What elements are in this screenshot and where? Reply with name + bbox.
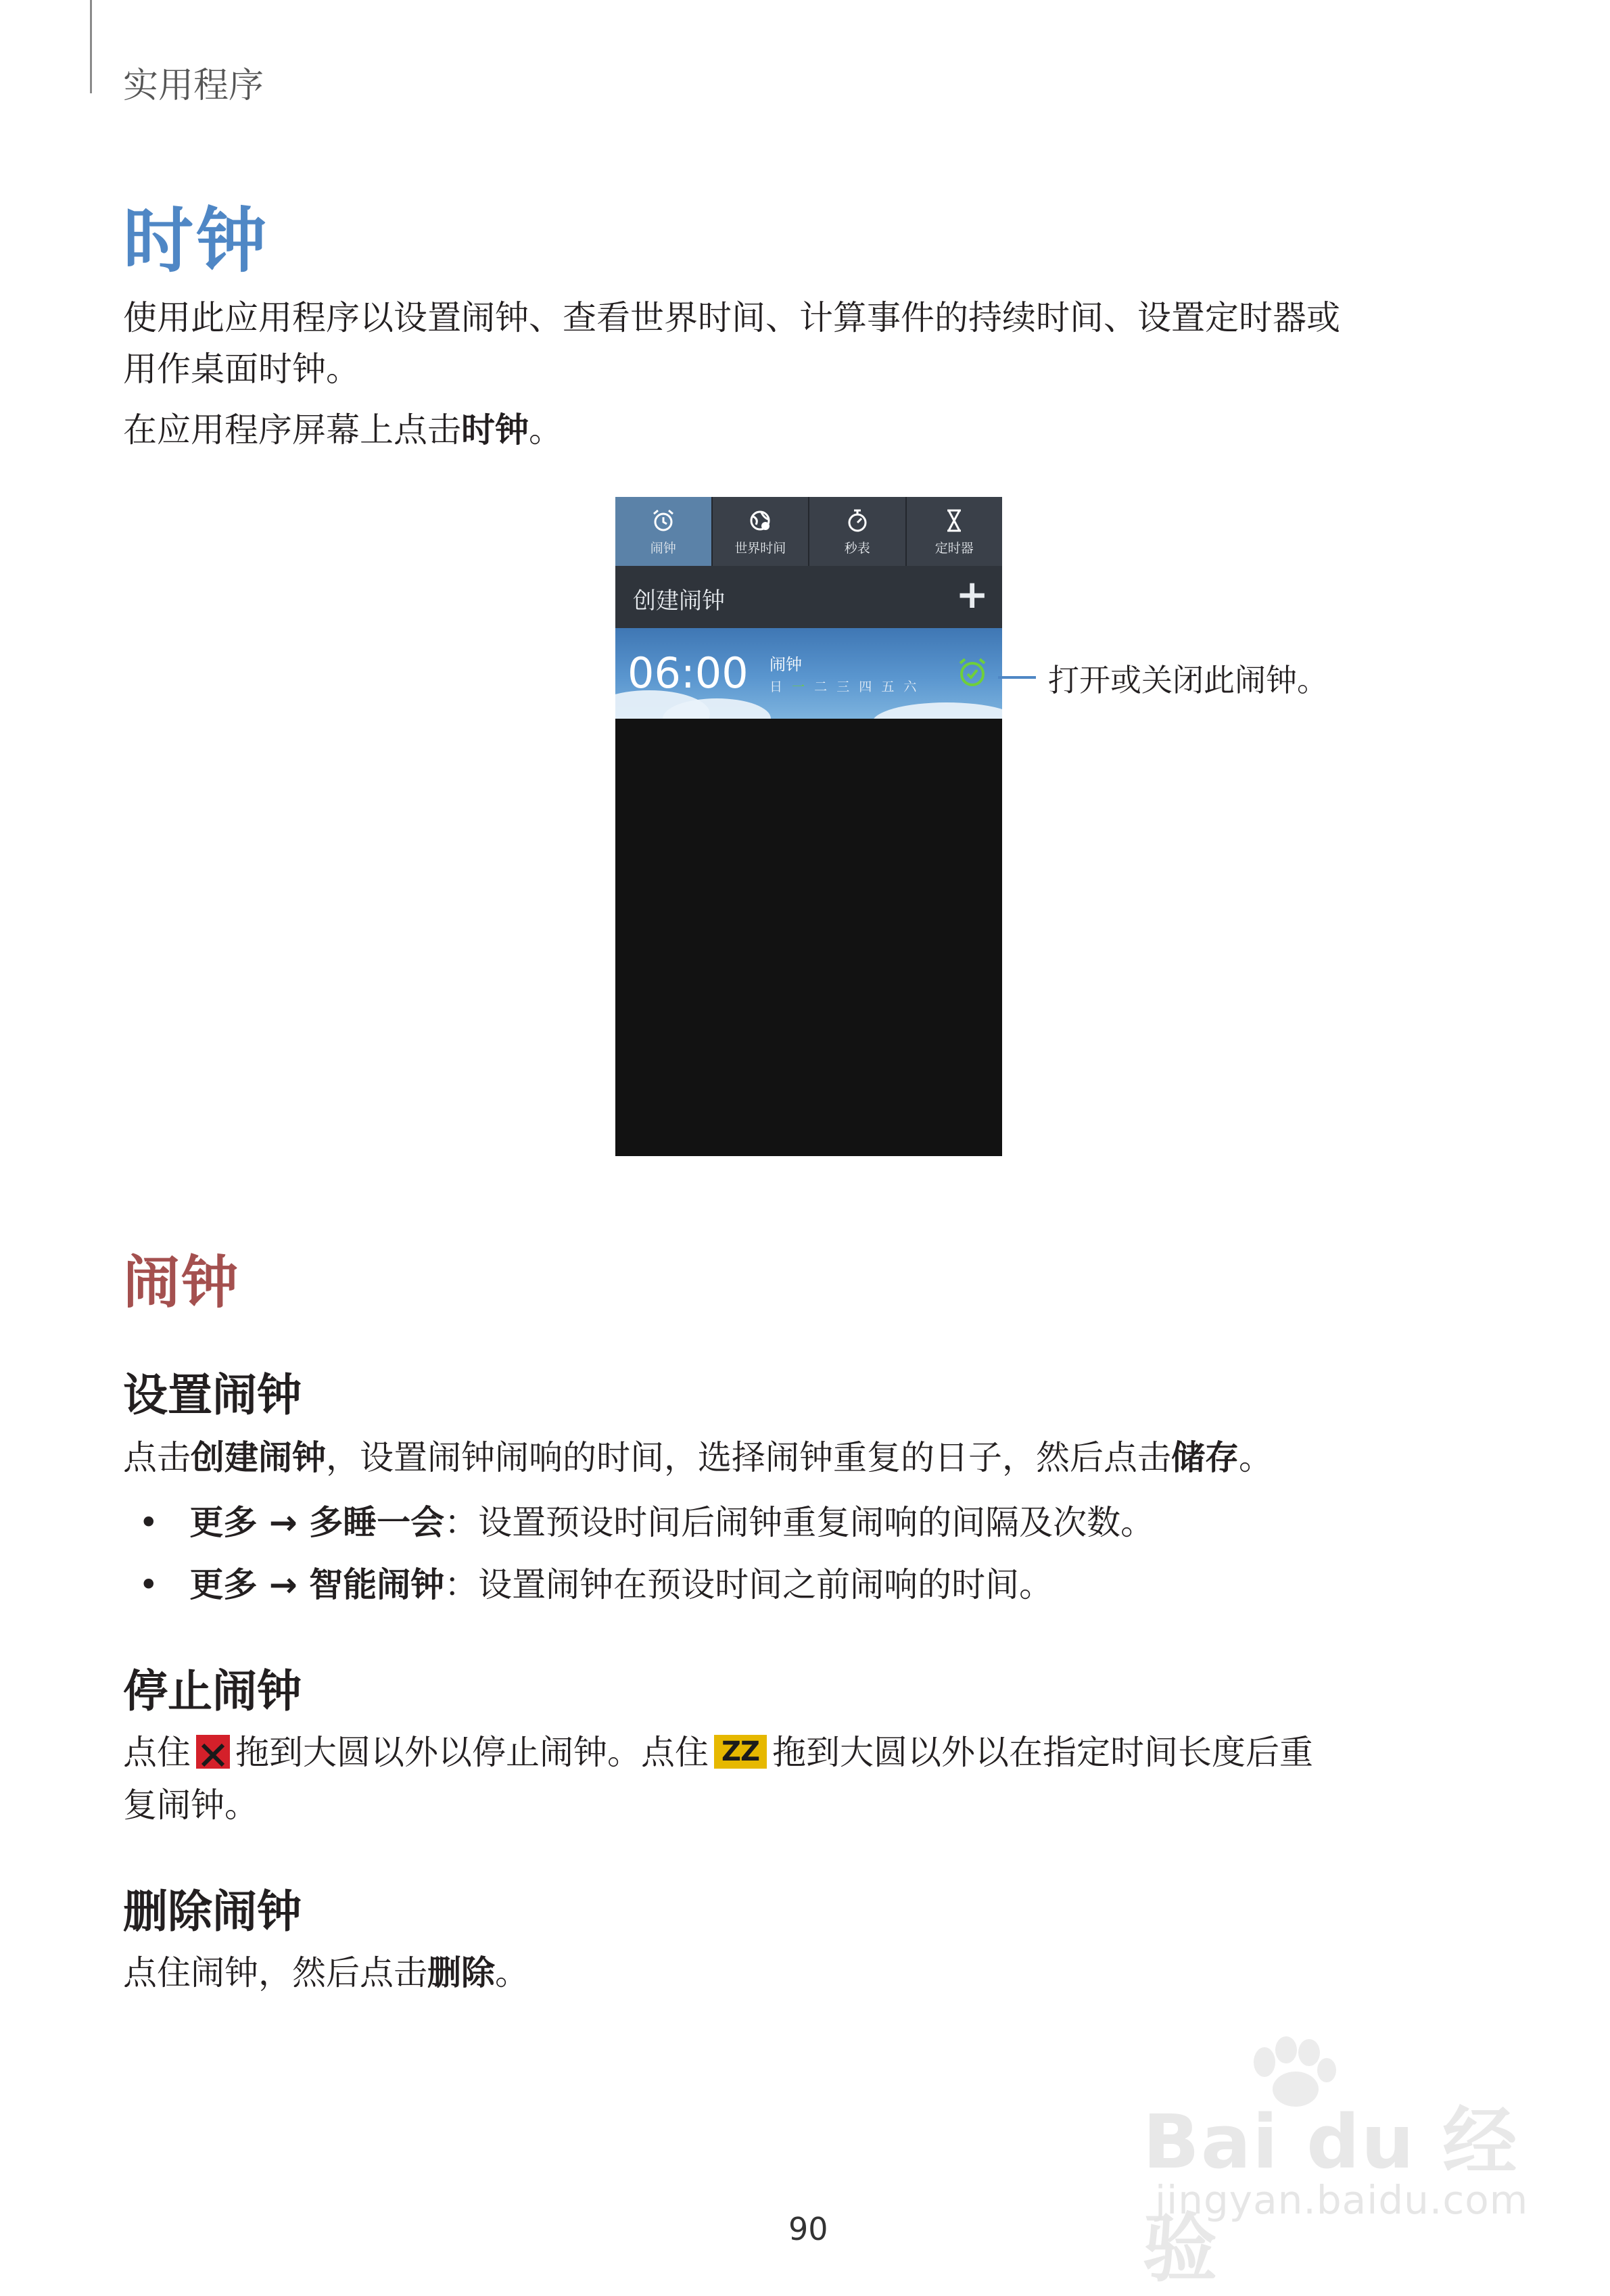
intro-line-3 (123, 404, 563, 456)
section-header: 实用程序 (123, 66, 264, 106)
day-sun: 日 (770, 679, 786, 694)
baidu-watermark (1143, 2035, 1529, 2292)
stop-alarm-line-2: 复闹钟。 (123, 1786, 258, 1825)
intro-text: 在应用程序屏幕上点击 (123, 410, 461, 450)
bold-delete: 删除 (427, 1953, 495, 1992)
create-alarm-bar[interactable] (615, 566, 1002, 628)
alarm-time: 06:00 (628, 648, 749, 698)
text: 拖到大圆以外以在指定时间长度后重 (772, 1733, 1313, 1772)
stopwatch-icon (844, 507, 871, 534)
cloud-decoration (872, 702, 1002, 719)
bullet-dot: • (139, 1503, 159, 1542)
bullet-item (139, 1497, 1154, 1548)
heading-delete-alarm: 删除闹钟 (123, 1886, 302, 1938)
text: 。 (495, 1953, 529, 1992)
alarm-repeat-days (770, 677, 919, 695)
set-alarm-paragraph (123, 1432, 1273, 1483)
day-tue: 二 (814, 679, 830, 694)
bullet-text: ：设置闹钟在预设时间之前闹响的时间。 (444, 1565, 1053, 1604)
tab-stopwatch[interactable] (809, 497, 907, 566)
text: ，设置闹钟闹响的时间，选择闹钟重复的日子，然后点击 (326, 1438, 1171, 1477)
day-sat: 六 (903, 679, 920, 694)
text: 点击 (123, 1438, 191, 1477)
intro-line-1: 使用此应用程序以设置闹钟、查看世界时间、计算事件的持续时间、设置定时器或 (123, 298, 1340, 337)
bullet-bold: 更多 → 智能闹钟 (189, 1565, 445, 1604)
stop-alarm-line-1 (123, 1727, 1313, 1778)
bold-create-alarm: 创建闹钟 (191, 1438, 326, 1477)
delete-alarm-paragraph (123, 1947, 529, 1999)
tab-label: 定时器 (934, 540, 974, 556)
watermark-brand: Bai du 经验 (1143, 2099, 1519, 2292)
hourglass-icon (941, 507, 968, 534)
header-rule (90, 0, 92, 93)
intro-line-2: 用作桌面时钟。 (123, 350, 360, 389)
heading-stop-alarm: 停止闹钟 (123, 1665, 302, 1717)
text: 。 (1239, 1438, 1273, 1477)
create-alarm-label: 创建闹钟 (633, 588, 725, 615)
bullet-bold: 更多 → 多睡一会 (189, 1503, 445, 1542)
day-mon: 一 (792, 679, 808, 694)
globe-icon (747, 507, 774, 534)
callout-line (998, 676, 1036, 679)
day-wed: 三 (836, 679, 853, 694)
add-alarm-button[interactable]: + (955, 571, 989, 617)
intro-period: 。 (529, 410, 563, 450)
intro-bold-clock: 时钟 (461, 410, 529, 450)
text: 拖到大圆以外以停止闹钟。点住 (235, 1733, 709, 1772)
empty-list-area (615, 719, 1002, 1156)
clock-app-screenshot (615, 497, 1002, 1156)
tab-label: 闹钟 (650, 540, 676, 556)
bullet-dot: • (139, 1565, 159, 1604)
tab-timer[interactable] (907, 497, 1003, 566)
snooze-zz-icon: ZZ (714, 1735, 767, 1769)
bold-save: 储存 (1171, 1438, 1239, 1477)
day-fri: 五 (881, 679, 897, 694)
tab-label: 世界时间 (734, 540, 786, 556)
clock-tab-bar (615, 497, 1002, 566)
x-glyph-icon (196, 1738, 230, 1772)
alarm-name: 闹钟 (770, 655, 802, 674)
callout-text: 打开或关闭此闹钟。 (1048, 662, 1328, 698)
page-number: 90 (788, 2211, 828, 2247)
alarm-clock-icon (650, 507, 677, 534)
bullet-text: ：设置预设时间后闹钟重复闹响的间隔及次数。 (444, 1503, 1155, 1542)
watermark-url: jingyan.baidu.com (1155, 2177, 1529, 2223)
tab-label: 秒表 (844, 540, 870, 556)
tab-alarm[interactable] (615, 497, 713, 566)
alarm-toggle-icon[interactable] (955, 655, 990, 690)
page-title: 时钟 (123, 199, 270, 282)
heading-set-alarm: 设置闹钟 (123, 1369, 302, 1421)
day-thu: 四 (859, 679, 875, 694)
text: 点住闹钟，然后点击 (123, 1953, 427, 1992)
dismiss-x-icon (196, 1735, 230, 1769)
section-title-alarm: 闹钟 (123, 1249, 240, 1316)
text: 点住 (123, 1733, 191, 1772)
bullet-item (139, 1559, 1053, 1610)
tab-world-time[interactable] (713, 497, 810, 566)
alarm-list-item[interactable] (615, 628, 1002, 719)
